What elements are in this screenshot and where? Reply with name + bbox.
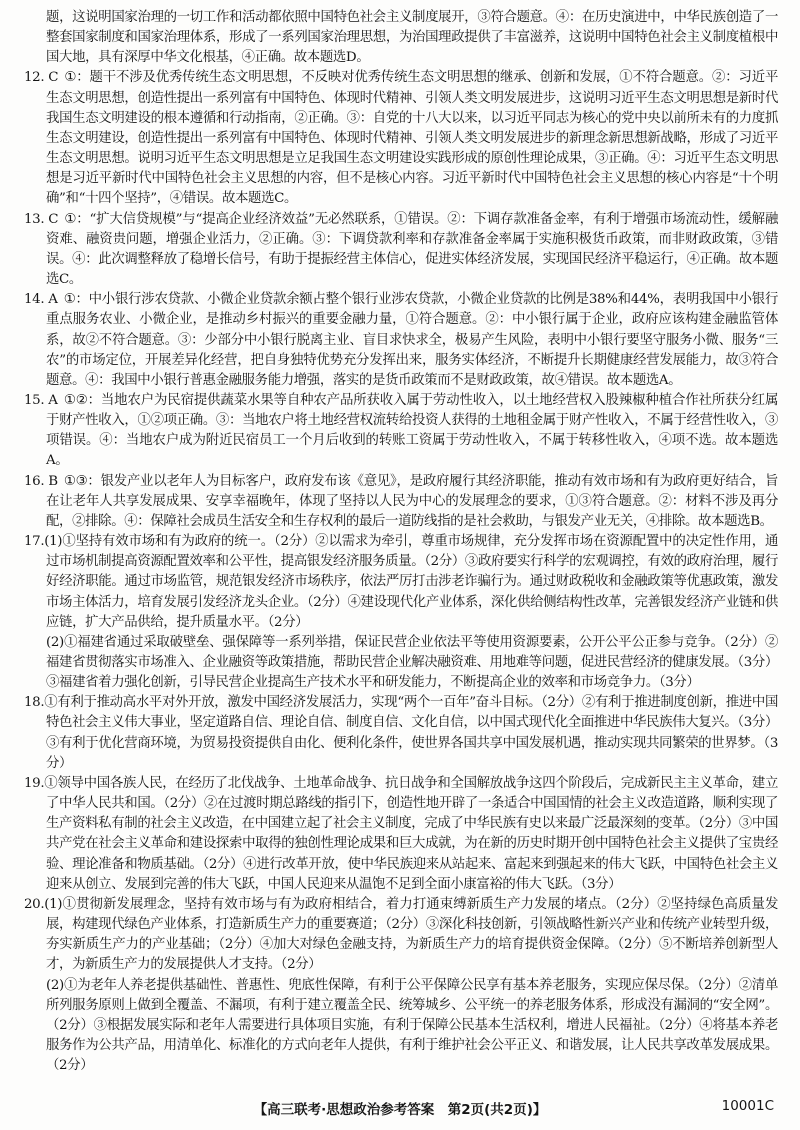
footer-code: 10001C bbox=[721, 1098, 774, 1114]
answer-explanation: ①：中小银行涉农贷款、小微企业贷款余额占整个银行业涉农贷款，小微企业贷款的比例是38%和44%，表明我国中小银行重点服务农业、小微企业，是推动乡村振兴的重要金融力量，①符合题意。②：中小银行属于企业，政府应该构建金融监管体系，故②不符合题意。③：少部分中小银行脱离主业、盲目求快求全，极易产生风险，表明中小银行要坚守服务小微、服务“三农”的市场定位，开展差异化经营，把自身独特优势充分发挥出来，服务实体经济，不断提升长期健康经营发展能力，故③符合题意。④：我国中小银行普惠金融服务能力增强，落实的是货币政策而不是财政政策，故④错误。故本题选A。 bbox=[46, 292, 778, 388]
question-number: 12. bbox=[24, 70, 45, 86]
answer-content bbox=[24, 8, 778, 1076]
answer-20-part-2: (2)①为老年人养老提供基础性、普惠性、兜底性保障，有利于公平保障公民享有基本养老服务，实现应保尽保。（2分）②清单所列服务原则上做到全覆盖、不漏项，有利于建立覆盖全民、统筹城乡、公平统一的养老服务体系，形成没有漏洞的“安全网”。（2分）③根据发展实际和老年人需要进行具体项目实施，有利于保障公民基本生活权利，增进人民福祉。（2分）④将基本养老服务作为公共产品，用清单化、标准化的方式向老年人提供，有利于维护社会公平正义、和谐发展，让人民共享改革发展成果。（2分） bbox=[46, 977, 778, 1074]
answer-choice: C bbox=[48, 70, 59, 86]
answer-17-part-2: (2)①福建省通过采取破壁垒、强保障等一系列举措，保证民营企业依法平等使用资源要素，公开公平公正参与竞争。（2分）②福建省贯彻落实市场准入、企业融资等政策措施，帮助民营企业解决融资难、用地难等问题，促进民营经济的健康发展。（3分）③福建省着力强化创新，引导民营企业提高生产技术水平和研发能力，不断提高企业的效率和市场竞争力。（3分） bbox=[46, 634, 778, 691]
answer-13 bbox=[24, 210, 778, 291]
page-footer bbox=[0, 1098, 800, 1118]
answer-explanation: ①：“扩大信贷规模”与“提高企业经济效益”无必然联系，①错误。②：下调存款准备金率，有利于增强市场流动性，缓解融资难、融资贵问题，增强企业活力，②正确。③：下调贷款利率和存款准备金率属于实施积极货币政策，而非财政政策，③错误。④：此次调整释放了稳增长信号，有助于提振经营主体信心，促进实体经济发展，实现国民经济平稳运行，④正确。故本题选C。 bbox=[46, 211, 778, 288]
answer-15 bbox=[24, 391, 778, 472]
continuation-paragraph: 题，这说明国家治理的一切工作和活动都依照中国特色社会主义制度展开，③符合题意。④：在历史演进中，中华民族创造了一整套国家制度和国家治理体系，形成了一系列国家治理思想，为治国理政提供了丰富滋养，这说明中国特色社会主义制度植根中国大地，具有深厚中华文化根基，④正确。故本题选D。 bbox=[46, 10, 778, 66]
question-number: 16. bbox=[24, 473, 45, 489]
question-number: 20. bbox=[24, 896, 45, 912]
question-number: 17. bbox=[24, 534, 45, 550]
answer-12 bbox=[24, 68, 778, 209]
answer-17-part-1 bbox=[24, 532, 778, 633]
answer-explanation: ①③：银发产业以老年人为目标客户，政府发布该《意见》，是政府履行其经济职能，推动有效市场和有为政府更好结合，旨在让老年人共享发展成果、安享幸福晚年，体现了坚持以人民为中心的发展理念的要求，①③符合题意。②：材料不涉及再分配，②排除。④：保障社会成员生活安全和生存权利的最后一道防线指的是社会救助，与银发产业无关，④排除。故本题选B。 bbox=[46, 473, 778, 529]
answer-choice: A bbox=[48, 392, 58, 408]
answer-explanation: ①②：当地农户为民宿提供蔬菜水果等自种农产品所获收入属于劳动性收入，以土地经营权入股辣椒种植合作社所获分红属于财产性收入，①②项正确。③：当地农户将土地经营权流转给投资人获得的土地租金属于财产性收入，不属于经营性收入，③项错误。④：当地农户成为附近民宿员工一个月后收到的转账工资属于劳动性收入，不属于转移性收入，④项不选。故本题选A。 bbox=[46, 392, 778, 469]
question-number: 18. bbox=[24, 695, 45, 711]
question-number: 13. bbox=[24, 211, 45, 227]
answer-16 bbox=[24, 472, 778, 532]
answer-14 bbox=[24, 290, 778, 391]
answer-choice: C bbox=[48, 211, 59, 227]
essay-answer-text: ①有利于推动高水平对外开放，激发中国经济发展活力，实现“两个一百年”奋斗目标。（2分）②有利于推进制度创新，推进中国特色社会主义伟大事业，坚定道路自信、理论自信、制度自信、文化自信，以中国式现代化全面推进中华民族伟大复兴。（3分）③有利于优化营商环境，为贸易投资提供自由化、便利化条件，使世界各国共享中国发展机遇，推动实现共同繁荣的世界梦。（3分） bbox=[44, 695, 778, 771]
question-number: 15. bbox=[24, 392, 45, 408]
question-number: 19. bbox=[24, 775, 45, 791]
essay-answer-text: (1)①坚持有效市场和有为政府的统一。（2分）②以需求为牵引，尊重市场规律，充分发挥市场在资源配置中的决定性作用，通过市场机制提高资源配置效率和公平性，提高银发经济服务质量。（2分）③政府要实行科学的宏观调控，有效的政府治理，履行好经济职能。通过市场监管，规范银发经济市场秩序，依法严厉打击涉老诈骗行为。通过财政税收和金融政策等优惠政策，激发市场主体活力，培育发展引发经济龙头企业。（2分）④建设现代化产业体系，深化供给侧结构性改革，完善银发经济产业链和供应链，扩大产品供给，提升质量水平。（2分） bbox=[44, 534, 778, 630]
answer-explanation: ①：题干不涉及优秀传统生态文明思想，不反映对优秀传统生态文明思想的继承、创新和发展，①不符合题意。②：习近平生态文明思想，创造性提出一系列富有中国特色、体现时代精神、引领人类文明发展进步，这说明习近平生态文明思想是新时代我国生态文明建设的根本遵循和行动指南，②正确。③：自党的十八大以来，以习近平同志为核心的党中央以前所未有的力度抓生态文明建设，创造性提出一系列富有中国特色、体现时代精神、引领人类文明发展进步的新理念新思想新战略，形成了习近平生态文明思想。说明习近平生态文明思想是立足我国生态文明建设实践形成的原创性理论成果，③正确。④：习近平生态文明思想是习近平新时代中国特色社会主义思想的内容，但不是核心内容。习近平新时代中国特色社会主义思想的核心内容是“十个明确”和“十四个坚持”，④错误。故本题选C。 bbox=[46, 70, 778, 207]
answer-19 bbox=[24, 774, 778, 895]
essay-answer-text: (1)①贯彻新发展理念，坚持有效市场与有为政府相结合，着力打通束缚新质生产力发展的堵点。（2分）②坚持绿色高质量发展，构建现代绿色产业体系，打造新质生产力的重要赛道；（2分）③深化科技创新，引领战略性新兴产业和传统产业转型升级，夯实新质生产力的产业基础；（2分）④加大对绿色金融支持，为新质生产力的培育提供资金保障。（2分）⑤不断培养创新型人才，为新质生产力的发展提供人才支持。（2分） bbox=[44, 896, 778, 973]
answer-18 bbox=[24, 693, 778, 774]
question-number: 14. bbox=[24, 292, 45, 308]
essay-answer-text: ①领导中国各族人民，在经历了北伐战争、土地革命战争、抗日战争和全国解放战争这四个阶段后，完成新民主主义革命，建立了中华人民共和国。（2分）②在过渡时期总路线的指引下，创造性地开辟了一条适合中国国情的社会主义改造道路，顺利实现了生产资料私有制的社会主义改造，在中国建立起了社会主义制度，完成了中华民族有史以来最广泛最深刻的变革。（2分）③中国共产党在社会主义革命和建设探索中取得的独创性理论成果和巨大成就，为在新的历史时期开创中国特色社会主义提供了宝贵经验、理论准备和物质基础。（2分）④进行改革开放，使中华民族迎来从站起来、富起来到强起来的伟大飞跃，中国特色社会主义迎来从创立、发展到完善的伟大飞跃，中国人民迎来从温饱不足到全面小康富裕的伟大飞跃。（3分） bbox=[44, 775, 778, 892]
answer-choice: B bbox=[48, 473, 58, 489]
answer-choice: A bbox=[48, 292, 58, 308]
answer-20-part-1 bbox=[24, 895, 778, 976]
footer-title: 【高三联考·思想政治参考答案 第2页(共2页)】 bbox=[253, 1102, 547, 1118]
